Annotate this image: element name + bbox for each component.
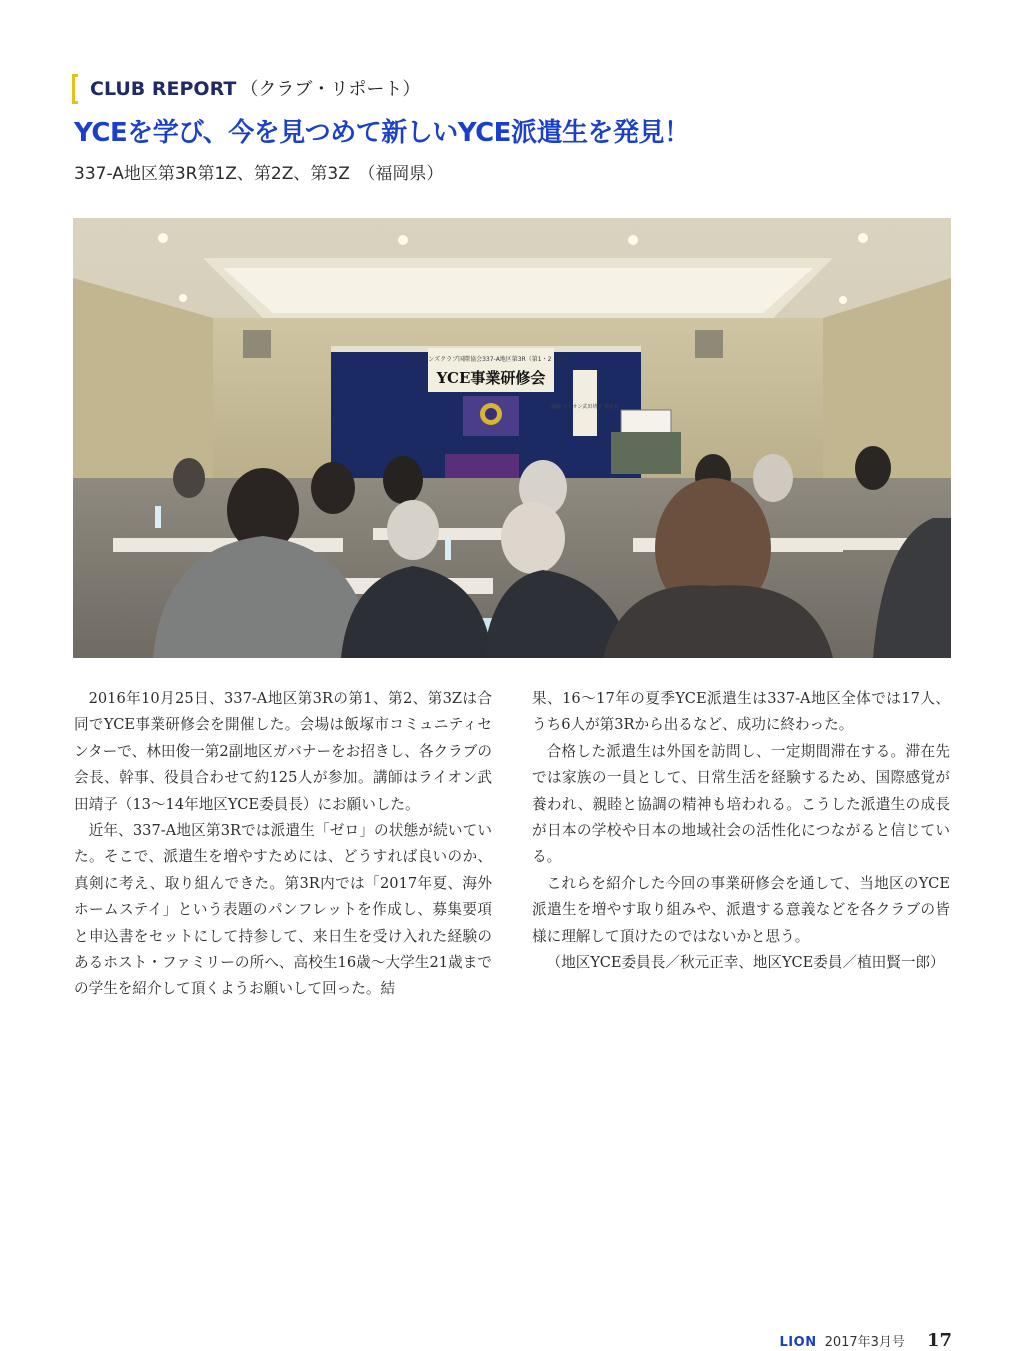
section-bracket xyxy=(72,74,78,104)
page-footer xyxy=(780,1330,952,1351)
article-headline: YCEを学び、今を見つめて新しいYCE派遣生を発見！ xyxy=(74,118,690,148)
magazine-name: LION xyxy=(779,1335,817,1350)
article-paragraph: 近年、337-A地区第3Rでは派遣生「ゼロ」の状態が続いていた。そこで、派遣生を増やすためには、どうすれば良いのか、真剣に考え、取り組んできた。第3R内では「2017年夏、海外ホームステイ」という表題のパンフレットを作成し、募集要項と申込書をセットにして持参して、来日生を受け入れた経験のあるホスト・ファミリーの所へ、高校生16歳～大学生21歳までの学生を紹介して頂くようお願いして回った。結 xyxy=(74,822,492,998)
article-subhead: 337-A地区第3R第1Z、第2Z、第3Z （福岡県） xyxy=(74,164,444,184)
article-body xyxy=(74,686,952,996)
article-column-left xyxy=(74,686,492,1003)
banner-small-text: ライオンズクラブ国際協会337-A地区第3R（第1・2・3Z） xyxy=(410,356,572,363)
article-paragraph: これらを紹介した今回の事業研修会を通して、当地区のYCE派遣生を増やす取り組みや、派遣する意義などを各クラブの皆様に理解して頂けたのではないかと思う。 xyxy=(532,874,950,945)
issue-date: 2017年3月号 xyxy=(824,1335,905,1350)
article-paragraph: 合格した派遣生は外国を訪問し、一定期間滞在する。滞在先では家族の一員として、日常生活を経験するため、国際感覚が養われ、親睦と協調の精神も培われる。こうした派遣生の成長が日本の学校や日本の地域社会の活性化につながると信じている。 xyxy=(532,742,950,866)
banner-title-text: YCE事業研修会 xyxy=(436,369,546,387)
section-label-sub: （クラブ・リポート） xyxy=(240,79,421,100)
article-byline: （地区YCE委員長／秋元正幸、地区YCE委員／植田賢一郎） xyxy=(546,954,945,972)
article-paragraph: 2016年10月25日、337-A地区第3Rの第1、第2、第3Zは合同でYCE事業研修会を開催した。会場は飯塚市コミュニティセンターで、林田俊一第2副地区ガバナーをお招きし、各クラブの会長、幹事、役員合わせて約125人が参加。講師はライオン武田靖子（13～14年地区YCE委員長）にお願いした。 xyxy=(74,690,492,813)
article-column-right xyxy=(532,686,950,976)
article-paragraph-continued: 果、16～17年の夏季YCE派遣生は337-A地区全体では17人、うち6人が第3Rから出るなど、成功に終わった。 xyxy=(532,690,950,734)
section-label xyxy=(90,75,420,101)
event-photo xyxy=(73,218,951,658)
wall-sign-text: 講師 ライオン武田靖子 委員長 xyxy=(551,404,619,410)
page-number: 17 xyxy=(926,1330,952,1351)
section-label-text: CLUB REPORT xyxy=(90,78,237,100)
